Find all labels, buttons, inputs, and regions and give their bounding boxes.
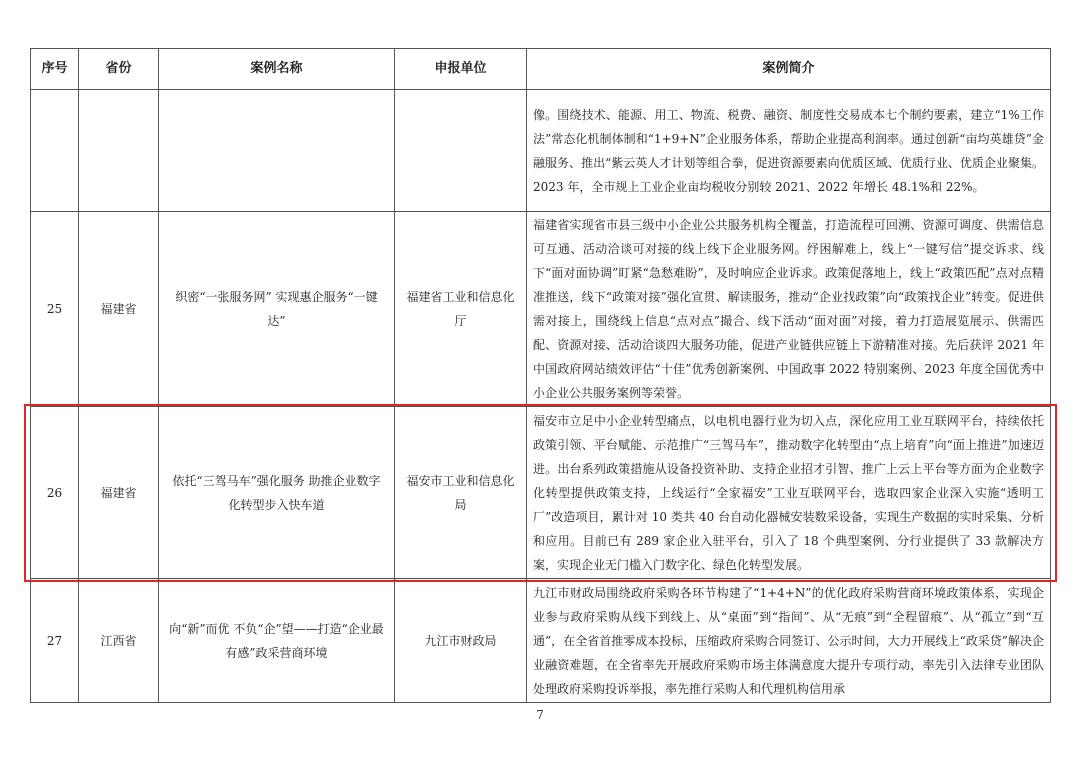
cell-summary: 福安市立足中小企业转型痛点，以电机电器行业为切入点，深化应用工业互联网平台，持续依托政策引领、平台赋能、示范推广“三驾马车”，推动数字化转型由“点上培育”向“面上推进”加速迈进。出台系列政策措施从设备投资补助、支持企业招才引智、推广上云上平台等方面为企业数字化转型提供政策支持，上线运行“全家福安”工业互联网平台，选取四家企业深入实施“透明工厂”改造项目，累计对 10 类共 40 台自动化器械安装数采设备，实现生产数据的实时采集、分析和应用。目前已有 289 家企业入驻平台，引入了 18 个典型案例、分行业提供了 33 款解决方案，实现企业无门槛入门数字化、绿色化转型发展。 [527,407,1051,579]
cell-unit: 九江市财政局 [395,579,527,703]
cell-case-name: 依托“三驾马车”强化服务 助推企业数字化转型步入快车道 [159,407,395,579]
cell-case-name: 织密“一张服务网” 实现惠企服务“一键达” [159,212,395,407]
cell-summary: 九江市财政局围绕政府采购各环节构建了“1+4+N”的优化政府采购营商环境政策体系，实现企业参与政府采购从线下到线上、从“桌面”到“指间”、从“无痕”到“全程留痕”、从“孤立”到“互通”，在全省首推零成本投标，压缩政府采购合同签订、公示时间，大力开展线上“政采贷”解决企业融资难题，在全省率先开展政府采购市场主体满意度大提升专项行动，率先引入法律专业团队处理政府采购投诉举报，率先推行采购人和代理机构信用承 [527,579,1051,703]
case-table [30,48,1051,703]
cell-province: 福建省 [79,407,159,579]
header-case-name: 案例名称 [159,49,395,90]
page-number: 7 [536,708,544,722]
cell-unit: 福建省工业和信息化厅 [395,212,527,407]
header-province: 省份 [79,49,159,90]
cell-no: 26 [31,407,79,579]
cell-unit: 福安市工业和信息化局 [395,407,527,579]
cell-province: 江西省 [79,579,159,703]
header-unit: 申报单位 [395,49,527,90]
cell-no: 25 [31,212,79,407]
cell-summary: 像。围绕技术、能源、用工、物流、税费、融资、制度性交易成本七个制约要素，建立“1%工作法”常态化机制体制和“1+9+N”企业服务体系，帮助企业提高利润率。通过创新“亩均英雄贷”金融服务、推出“紫云英人才计划等组合拳，促进资源要素向优质区域、优质行业、优质企业聚集。2023 年，全市规上工业企业亩均税收分别较 2021、2022 年增长 48.1%和 22%。 [527,90,1051,212]
header-no: 序号 [31,49,79,90]
table-row [31,407,1051,579]
cell-no: 27 [31,579,79,703]
table-row [31,90,1051,212]
cell-unit [395,90,527,212]
cell-case-name: 向“新”而优 不负“企”望——打造“企业最有感”政采营商环境 [159,579,395,703]
table-header-row [31,49,1051,90]
cell-case-name [159,90,395,212]
table-row [31,579,1051,703]
cell-summary: 福建省实现省市县三级中小企业公共服务机构全覆盖，打造流程可回溯、资源可调度、供需信息可互通、活动洽谈可对接的线上线下企业服务网。纾困解难上，线上“一键写信”提交诉求、线下“面对面协调”盯紧“急愁难盼”，及时响应企业诉求。政策促落地上，线上“政策匹配”点对点精准推送，线下“政策对接”强化宣贯、解读服务，推动“企业找政策”向“政策找企业”转变。促进供需对接上，围绕线上信息“点对点”撮合、线下活动“面对面”对接，着力打造展览展示、供需匹配、资源对接、活动洽谈四大服务功能，促进产业链供应链上下游精准对接。先后获评 2021 年中国政府网站绩效评估“十佳”优秀创新案例、中国政事 2022 特别案例、2023 年度全国优秀中小企业公共服务案例等荣誉。 [527,212,1051,407]
cell-province: 福建省 [79,212,159,407]
table-row [31,212,1051,407]
cell-no [31,90,79,212]
cell-province [79,90,159,212]
header-summary: 案例简介 [527,49,1051,90]
